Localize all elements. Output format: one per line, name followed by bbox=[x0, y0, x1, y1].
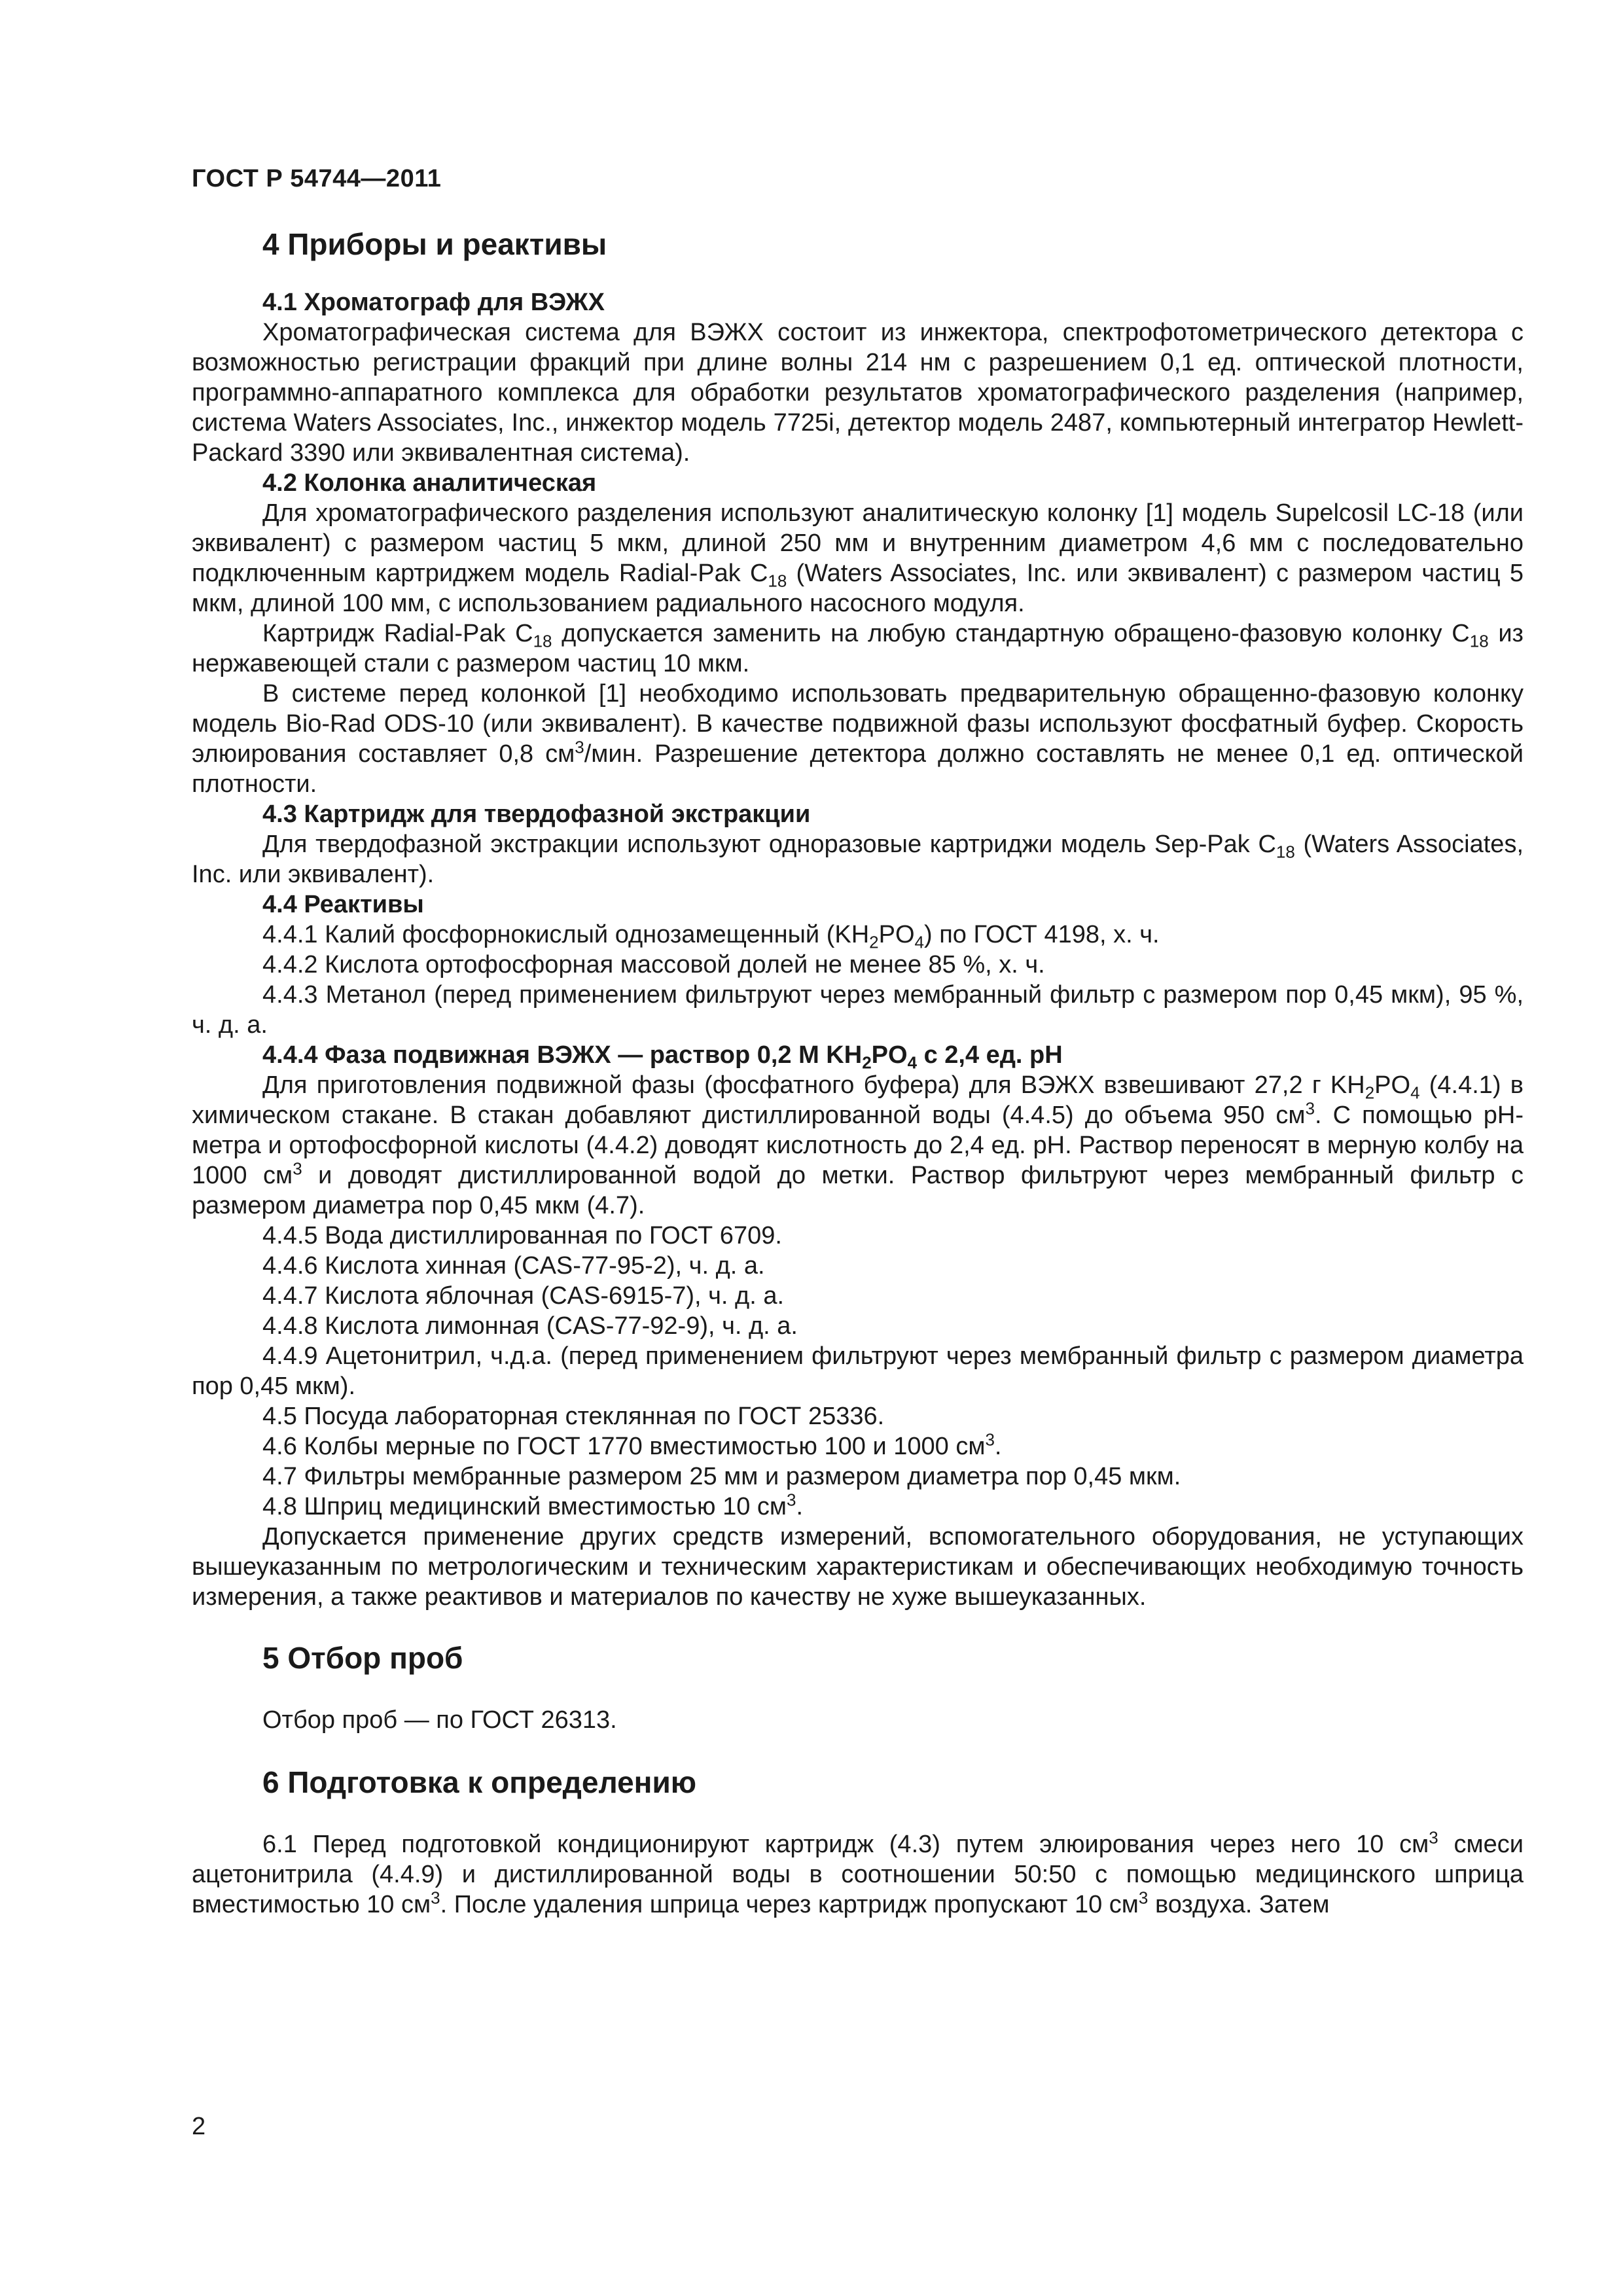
item-4-4-4-text: Для приготовления подвижной фазы (фосфатного буфера) для ВЭЖХ взвешивают 27,2 г $KH_2PO_4$ (4.4.1) в химическом стакане. В стакан добавляют дистиллированной воды (4.4.5) до объема 950 $см^3$. С помощью pH-метра и ортофосфорной кислоты (4.4.2) доводят кислотность до 2,4 ед. pH. Раствор переносят в мерную колбу на 1000 $см^3$ и доводят дистиллированной водой до метки. Раствор фильтруют через мембранный фильтр с размером диаметра пор 0,45 мкм (4.7). bbox=[192, 1071, 1524, 1219]
item-4-8: 4.8 Шприц медицинский вместимостью 10 $см^3$. bbox=[262, 1490, 804, 1520]
section-4-2-paragraph-3: В системе перед колонкой [1] необходимо использовать предварительную обращенно-фазовую колонку модель Bio-Rad ODS-10 (или эквивалент). В качестве подвижной фазы используют фосфатный буфер. Скорость элюирования составляет 0,8 $см^3$/мин. Разрешение детектора должно составлять не менее 0,1 ед. оптической плотности. bbox=[192, 680, 1524, 798]
section-4-4-title: 4.4 Реактивы bbox=[262, 891, 424, 918]
item-4-4-9: 4.4.9 Ацетонитрил, ч.д.а. (перед применением фильтруют через мембранный фильтр с размером диаметра пор 0,45 мкм). bbox=[192, 1342, 1524, 1400]
section-4-1-text: Хроматографическая система для ВЭЖХ состоит из инжектора, спектрофотометрического детектора с возможностью регистрации фракций при длине волны 214 нм с разрешением 0,1 ед. оптической плотности, программно-аппаратного комплекса для обработки результатов хроматографического разделения (например, система Waters Associates, Inc., инжектор модель 7725i, детектор модель 2487, компьютерный интегратор Hewlett-Packard 3390 или эквивалентная система). bbox=[192, 319, 1524, 467]
item-4-5: 4.5 Посуда лабораторная стеклянная по ГОСТ 25336. bbox=[262, 1403, 885, 1430]
item-4-7: 4.7 Фильтры мембранные размером 25 мм и размером диаметра пор 0,45 мкм. bbox=[262, 1463, 1181, 1490]
document-header: ГОСТ Р 54744—2011 bbox=[192, 165, 442, 192]
section-4-1-title: 4.1 Хроматограф для ВЭЖХ bbox=[262, 289, 605, 316]
section-4-closing-paragraph: Допускается применение других средств измерений, вспомогательного оборудования, не уступающих вышеуказанным по метрологическим и техническим характеристикам и обеспечивающих необходимую точность измерения, а также реактивов и материалов по качеству не хуже вышеуказанных. bbox=[192, 1523, 1524, 1611]
section-6-title: 6 Подготовка к определению bbox=[262, 1765, 697, 1799]
item-4-4-1: 4.4.1 Калий фосфорнокислый однозамещенный $(KH_2PO_4)$ по ГОСТ 4198, х. ч. bbox=[262, 921, 1160, 952]
section-5-title: 5 Отбор проб bbox=[262, 1641, 463, 1675]
section-4-3-text: Для твердофазной экстракции используют одноразовые картриджи модель Sep-Pak $C_{18}$ (Waters Associates, Inc. или эквивалент). bbox=[192, 831, 1524, 888]
item-4-4-5: 4.4.5 Вода дистиллированная по ГОСТ 6709. bbox=[262, 1222, 782, 1249]
document-body bbox=[192, 226, 1524, 1920]
item-4-6: 4.6 Колбы мерные по ГОСТ 1770 вместимостью 100 и 1000 $см^3$. bbox=[262, 1429, 1002, 1460]
section-4-3-title: 4.3 Картридж для твердофазной экстракции bbox=[262, 800, 811, 828]
section-4-2-paragraph-2: Картридж Radial-Pak $C_{18}$ допускается заменить на любую стандартную обращено-фазовую колонку $C_{18}$ из нержавеющей стали с размером частиц 10 мкм. bbox=[192, 620, 1524, 677]
item-4-4-2: 4.4.2 Кислота ортофосфорная массовой долей не менее 85 %, х. ч. bbox=[262, 951, 1045, 978]
item-4-4-4-title: 4.4.4 Фаза подвижная ВЭЖХ — раствор 0,2 М $KH_2PO_4$ с 2,4 ед. pH bbox=[262, 1041, 1063, 1073]
section-5-text: Отбор проб — по ГОСТ 26313. bbox=[262, 1706, 617, 1734]
section-4-title: 4 Приборы и реактивы bbox=[262, 227, 607, 261]
item-4-4-8: 4.4.8 Кислота лимонная (CAS-77-92-9), ч. д. а. bbox=[262, 1312, 798, 1340]
section-4-2-title: 4.2 Колонка аналитическая bbox=[262, 469, 597, 497]
item-4-4-7: 4.4.7 Кислота яблочная (CAS-6915-7), ч. д. а. bbox=[262, 1282, 785, 1310]
page-number: 2 bbox=[192, 2113, 206, 2140]
section-4-2-paragraph-1: Для хроматографического разделения используют аналитическую колонку [1] модель Supelcosil LC-18 (или эквивалент) с размером частиц 5 мкм, длиной 250 мм и внутренним диаметром 4,6 мм с последовательно подключенным картриджем модель Radial-Pak $C_{18}$ (Waters Associates, Inc. или эквивалент) с размером частиц 5 мкм, длиной 100 мм, с использованием радиального насосного модуля. bbox=[192, 499, 1524, 617]
section-6-1-text: 6.1 Перед подготовкой кондиционируют картридж (4.3) путем элюирования через него 10 $см^3$ смеси ацетонитрила (4.4.9) и дистиллированной воды в соотношении 50:50 с помощью медицинского шприца вместимостью 10 $см^3$. После удаления шприца через картридж пропускают 10 $см^3$ воздуха. Затем bbox=[192, 1827, 1524, 1918]
item-4-4-6: 4.4.6 Кислота хинная (CAS-77-95-2), ч. д. а. bbox=[262, 1252, 765, 1280]
item-4-4-3: 4.4.3 Метанол (перед применением фильтруют через мембранный фильтр с размером пор 0,45 мкм), 95 %, ч. д. а. bbox=[192, 981, 1524, 1039]
